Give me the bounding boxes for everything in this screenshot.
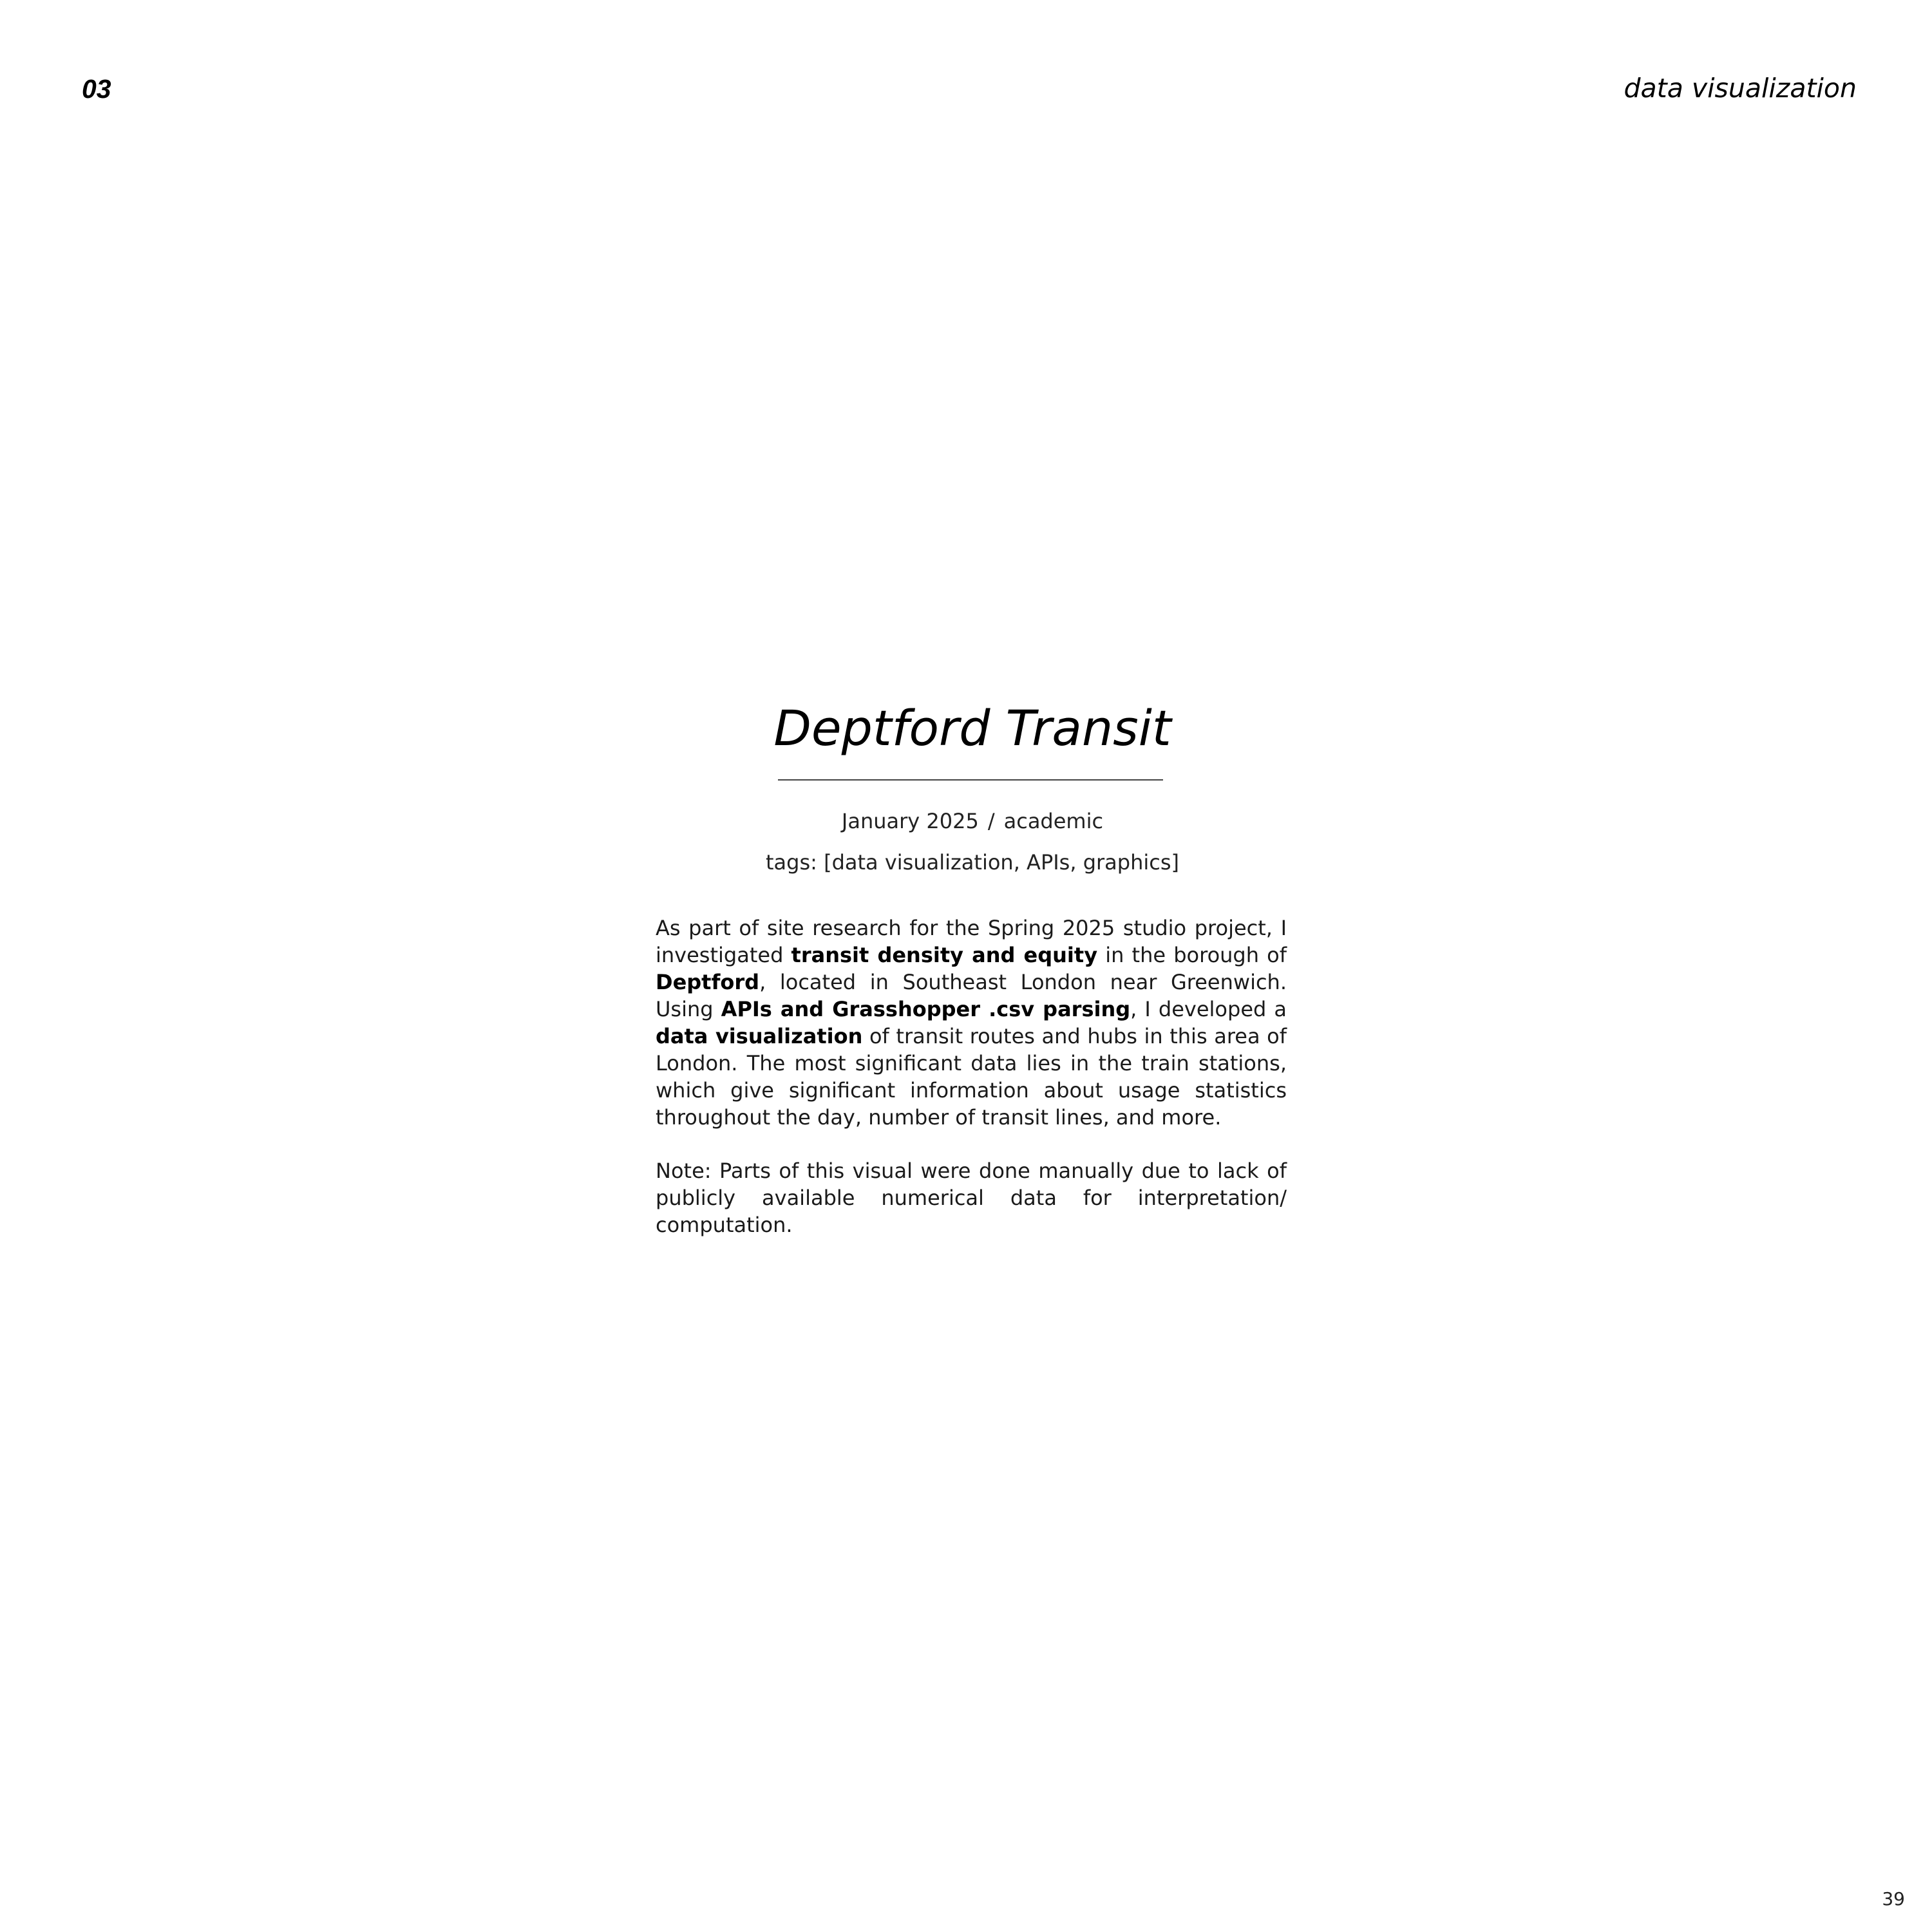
title-divider — [778, 779, 1163, 781]
page-number: 39 — [1882, 1888, 1905, 1909]
section-number: 03 — [82, 74, 111, 104]
description-highlight: Deptford — [656, 970, 760, 994]
description-segment: As part of site research for the Spring 2025 studio project, I investigated — [656, 916, 1287, 967]
description-paragraph — [656, 914, 1287, 1131]
project-category: academic — [1003, 809, 1104, 833]
description-highlight: APIs and Grasshopper .csv parsing — [721, 997, 1131, 1021]
description-segment: in the borough of — [1097, 943, 1287, 967]
project-tags: tags: [data visualization, APIs, graphics] — [766, 850, 1179, 875]
description-highlight: transit density and equity — [791, 943, 1098, 967]
description-segment: of transit routes and hubs in this area of London. The most significant data lies in the train stations, which give significant information about usage statistics throughout the day, number of transit lines, and more. — [656, 1024, 1287, 1130]
section-name: data visualization — [1624, 73, 1857, 104]
meta-separator: / — [987, 809, 995, 833]
description-segment: , located in Southeast London near Greenwich. Using — [656, 970, 1287, 1021]
note-paragraph: Note: Parts of this visual were done manually due to lack of publicly available numerical data for interpretation/ computation. — [656, 1159, 1287, 1237]
description-highlight: data visualization — [656, 1024, 863, 1048]
project-date: January 2025 — [841, 809, 979, 833]
project-meta — [0, 809, 1932, 833]
project-title: Deptford Transit — [773, 699, 1171, 757]
description-segment: , I developed a — [1130, 997, 1287, 1021]
